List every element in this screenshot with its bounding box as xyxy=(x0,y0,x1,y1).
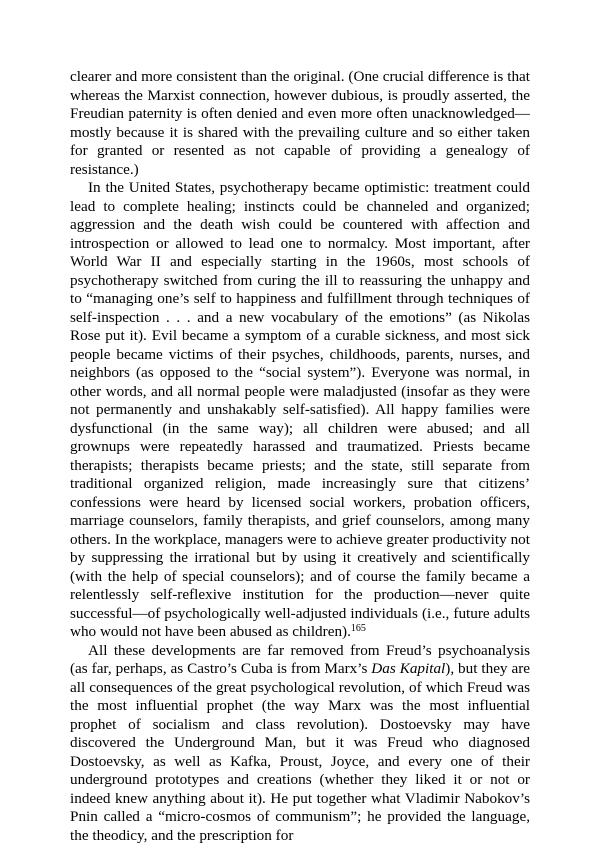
paragraph-text: All these developments are far removed from Freud’s psychoanalysis (as far, perhaps, as Castro’s Cuba is from Marx’s xyxy=(70,642,530,678)
paragraph-text: ), but they are all consequences of the great psychological revolution, of which Freud was the most influential prophet (the way Marx was the most influential prophet of socialism and class revolution). Dostoevsky may have discovered the Underground Man, but it was Freud who diagnosed Dostoevsky, as well as Kafka, Proust, Joyce, and every one of their underground prototypes and creations (whether they liked it or not or indeed knew anything about it). He put together what Vladimir Nabokov’s Pnin called a “micro-cosmos of communism”; he provided the language, the theodicy, and the prescription for xyxy=(70,660,530,844)
book-title: Das Kapital xyxy=(371,660,445,677)
paragraph-psychotherapy-us xyxy=(70,179,530,642)
paragraph-text: clearer and more consistent than the original. (One crucial difference is that whereas the Marxist connection, however dubious, is proudly asserted, the Freudian paternity is often denied and even more often unacknowledged—mostly because it is shared with the prevailing culture and so either taken for granted or resented as not capable of providing a genealogy of resistance.) xyxy=(70,68,530,178)
paragraph-continuation xyxy=(70,68,530,179)
footnote-marker[interactable]: 165 xyxy=(351,623,366,634)
paragraph-developments xyxy=(70,642,530,845)
document-page xyxy=(70,68,530,845)
paragraph-text: In the United States, psychotherapy became optimistic: treatment could lead to complete healing; instincts could be channeled and organized; aggression and the death wish could be countered with affection and introspection or allowed to lead one to normalcy. Most important, after World War II and especially starting in the 1960s, most schools of psychotherapy switched from curing the ill to reassuring the unhappy and to “managing one’s self to happiness and fulfillment through techniques of self-inspection . . . and a new vocabulary of the emotions” (as Nikolas Rose put it). Evil became a symptom of a curable sickness, and most sick people became victims of their psyches, childhoods, parents, nurses, and neighbors (as opposed to the “social system”). Everyone was normal, in other words, and all normal people were maladjusted (insofar as they were not permanently and unshakably self-satisfied). All happy families were dysfunctional (in the same way); all children were abused; and all grownups were repeatedly harassed and traumatized. Priests became therapists; therapists became priests; and the state, still separate from traditional organized religion, made increasingly sure that citizens’ confessions were heard by licensed social workers, probation officers, marriage counselors, family therapists, and grief counselors, among many others. In the workplace, managers were to achieve greater productivity not by suppressing the irrational but by using it creatively and scientifically (with the help of special counselors); and of course the family became a relentlessly self-reflexive institution for the production—never quite successful—of psychologically well-adjusted individuals (i.e., future adults who would not have been abused as children). xyxy=(70,179,530,640)
